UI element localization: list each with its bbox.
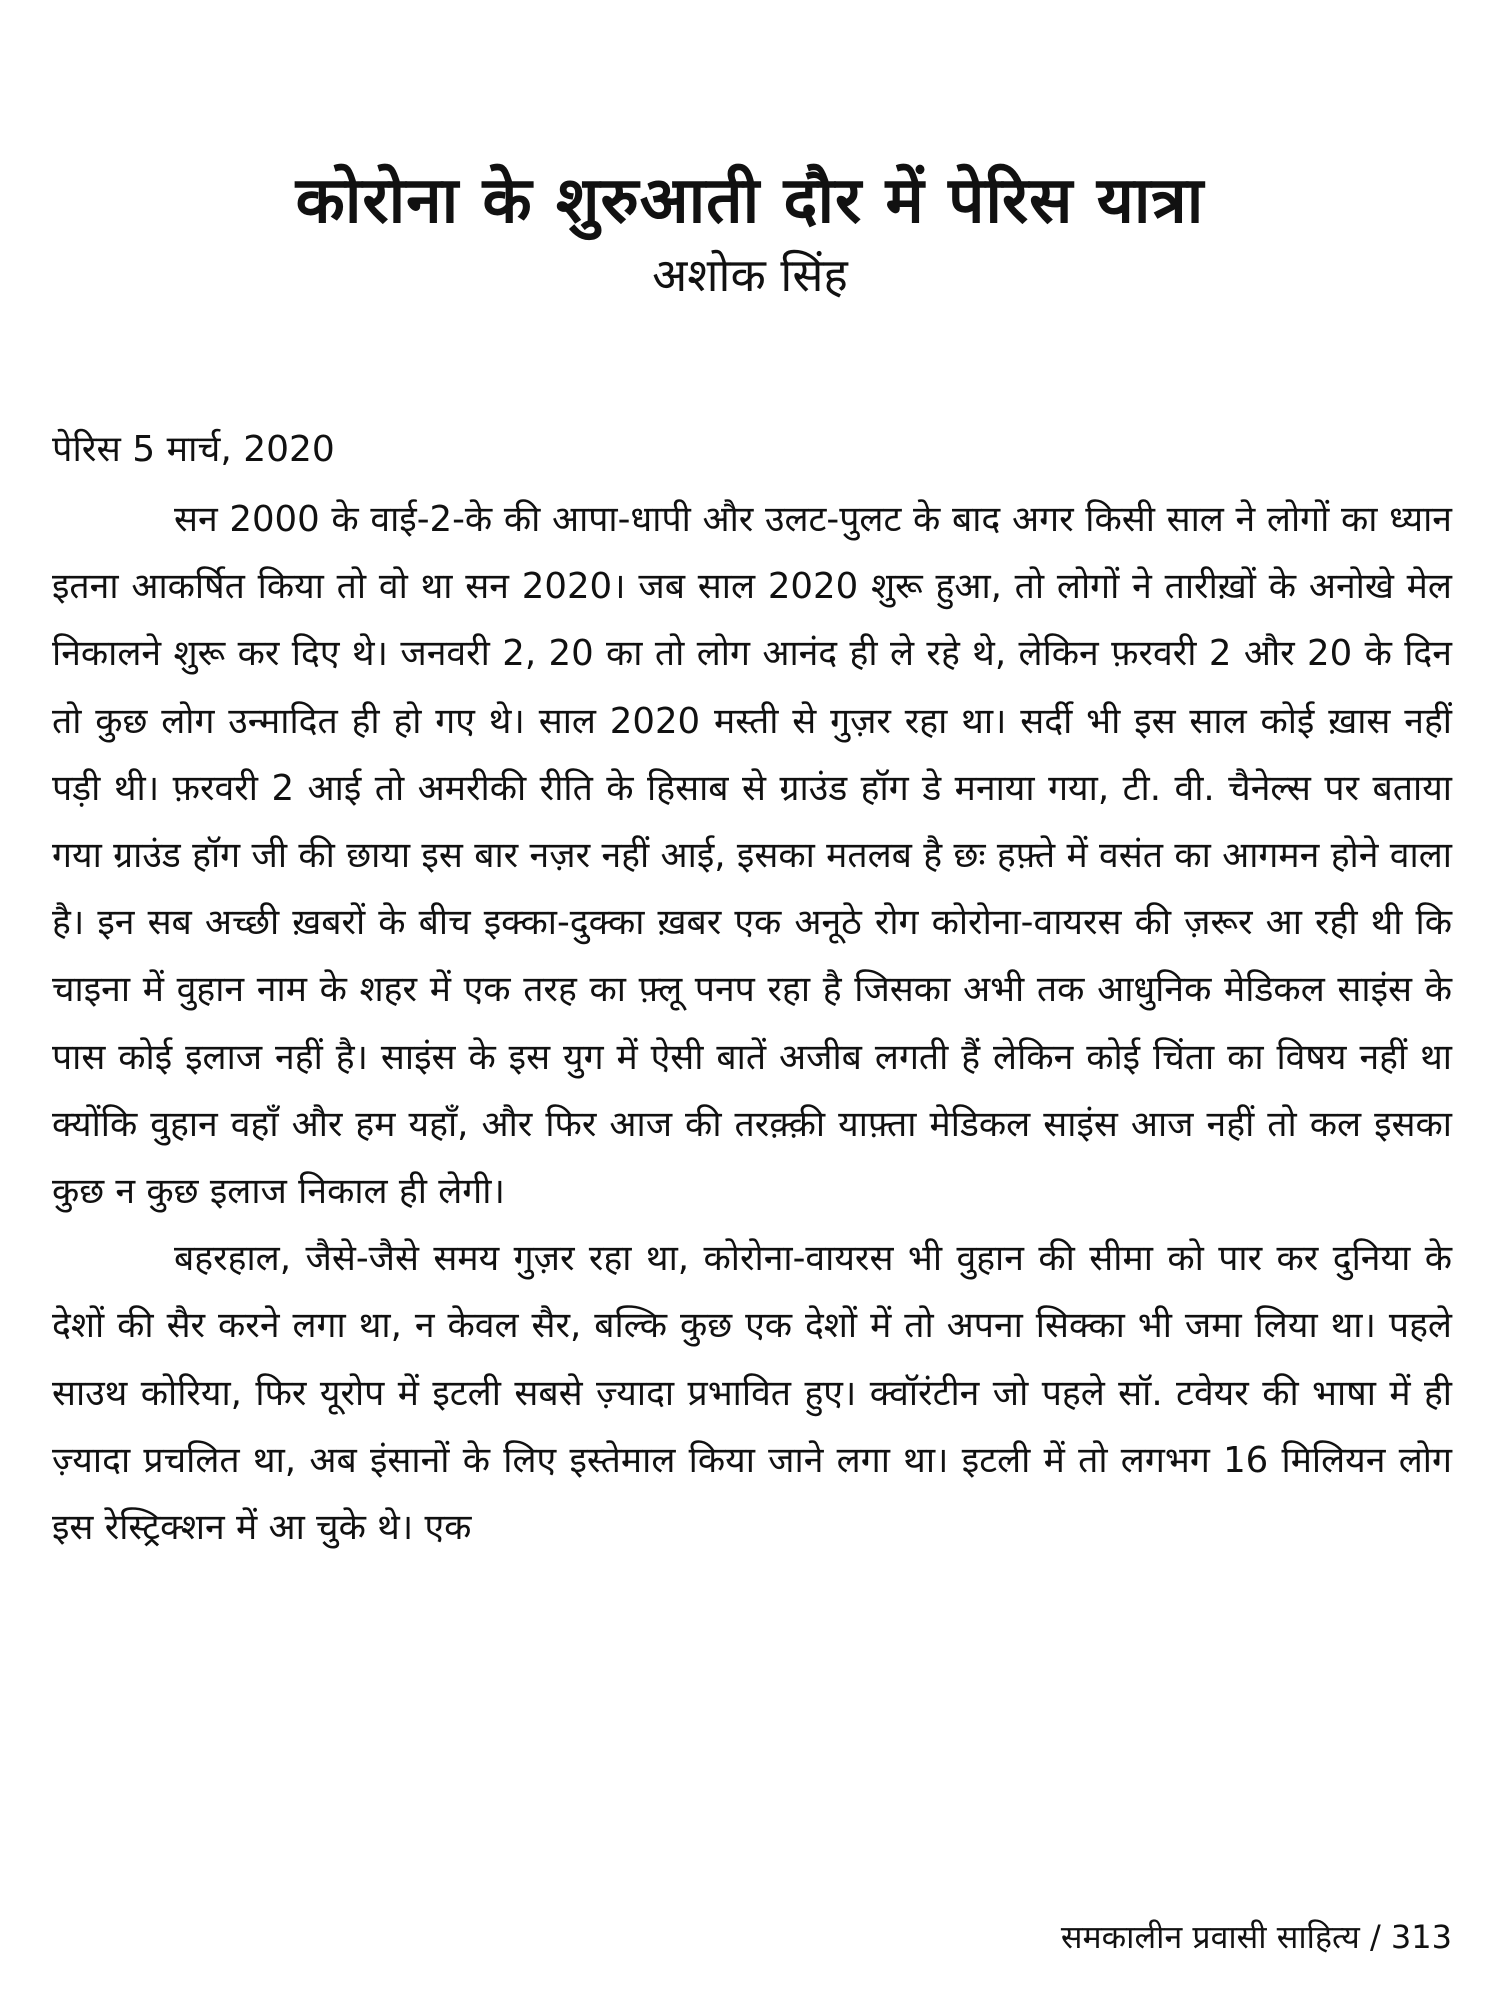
paragraph-1: सन 2000 के वाई-2-के की आपा-धापी और उलट-पुलट के बाद अगर किसी साल ने लोगों का ध्यान इतना आकर्षित किया तो वो था सन 2020। जब साल 2020 शुरू हुआ, तो लोगों ने तारीख़ों के अनोखे मेल निकालने शुरू कर दिए थे। जनवरी 2, 20 का तो लोग आनंद ही ले रहे थे, लेकिन फ़रवरी 2 और 20 के दिन तो कुछ लोग उन्मादित ही हो गए थे। साल 2020 मस्ती से गुज़र रहा था। सर्दी भी इस साल कोई ख़ास नहीं पड़ी थी। फ़रवरी 2 आई तो अमरीकी रीति के हिसाब से ग्राउंड हॉग डे मनाया गया, टी. वी. चैनेल्स पर बताया गया ग्राउंड हॉग जी की छाया इस बार नज़र नहीं आई, इसका मतलब है छः हफ़्ते में वसंत का आगमन होने वाला है। इन सब अच्छी ख़बरों के बीच इक्का-दुक्का ख़बर एक अनूठे रोग कोरोना-वायरस की ज़रूर आ रही थी कि चाइना में वुहान नाम के शहर में एक तरह का फ़्लू पनप रहा है जिसका अभी तक आधुनिक मेडिकल साइंस के पास कोई इलाज नहीं है। साइंस के इस युग में ऐसी बातें अजीब लगती हैं लेकिन कोई चिंता का विषय नहीं था क्योंकि वुहान वहाँ और हम यहाँ, और फिर आज की तरक़्क़ी याफ़्ता मेडिकल साइंस आज नहीं तो कल इसका कुछ न कुछ इलाज निकाल ही लेगी। [52, 499, 1452, 1213]
article-body [52, 486, 1452, 1561]
page-title: कोरोना के शुरुआती दौर में पेरिस यात्रा [295, 163, 1205, 238]
author-name: अशोक सिंह [652, 248, 848, 302]
page-footer: समकालीन प्रवासी साहित्य / 313 [1060, 1918, 1452, 1956]
paragraph-2: बहरहाल, जैसे-जैसे समय गुज़र रहा था, कोरोना-वायरस भी वुहान की सीमा को पार कर दुनिया के देशों की सैर करने लगा था, न केवल सैर, बल्कि कुछ एक देशों में तो अपना सिक्का भी जमा लिया था। पहले साउथ कोरिया, फिर यूरोप में इटली सबसे ज़्यादा प्रभावित हुए। क्वॉरंटीन जो पहले सॉ. टवेयर की भाषा में ही ज़्यादा प्रचलित था, अब इंसानों के लिए इस्तेमाल किया जाने लगा था। इटली में तो लगभग 16 मिलियन लोग इस रेस्ट्रिक्शन में आ चुके थे। एक [52, 1238, 1452, 1549]
dateline: पेरिस 5 मार्च, 2020 [52, 429, 335, 470]
